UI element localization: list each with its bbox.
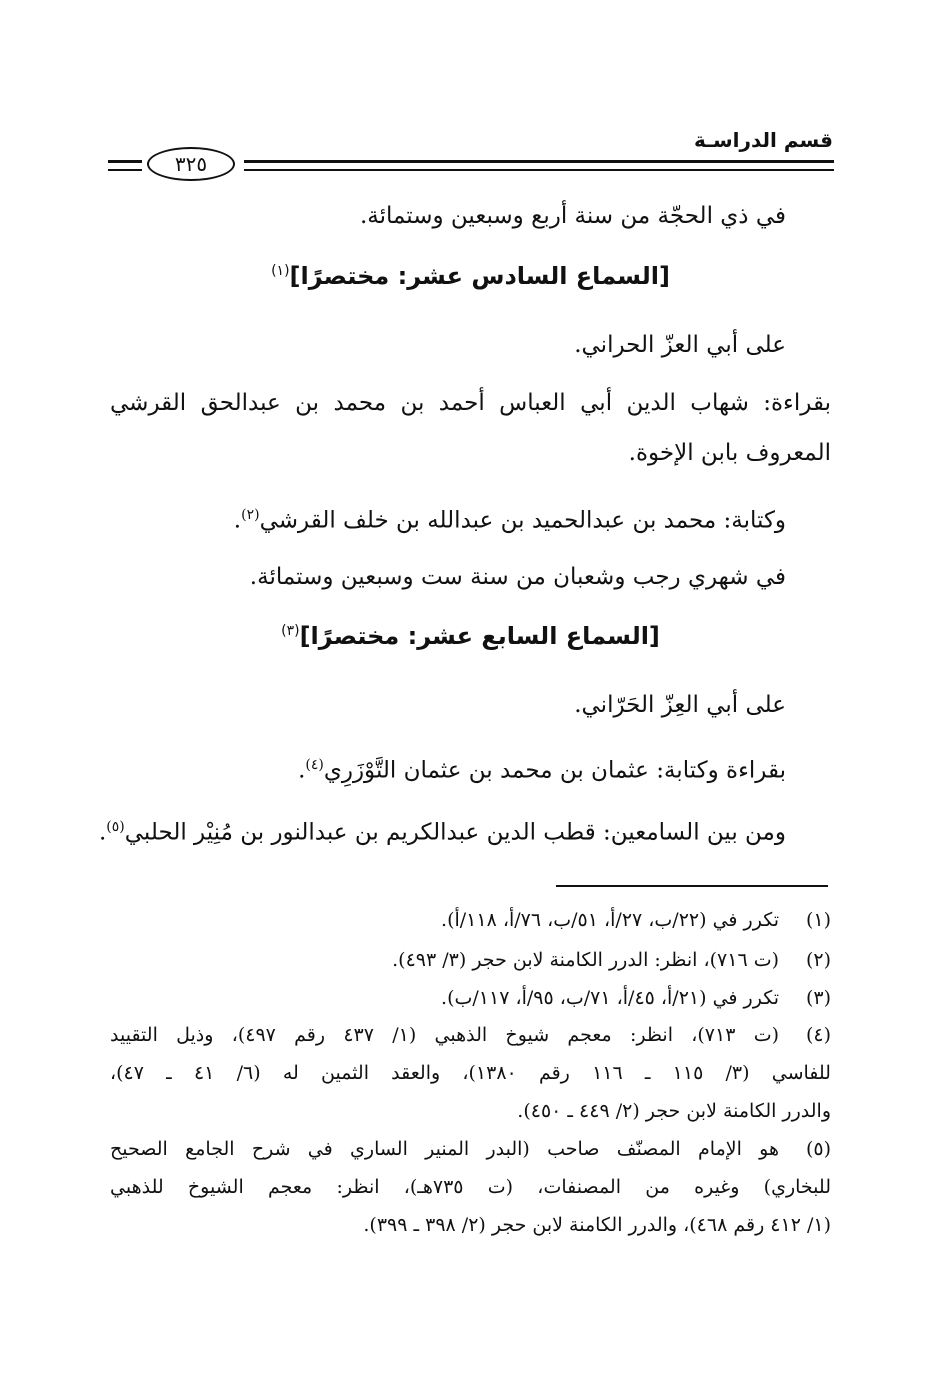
page-number: ٣٢٥ [147, 147, 235, 181]
footnote-text: للبخاري) وغيره من المصنفات، (ت ٧٣٥هـ)، انظر: معجم الشيوخ للذهبي [110, 1176, 831, 1198]
footnote-separator [556, 885, 828, 887]
section-heading: [السماع السابع عشر: مختصرًا]$^{(٣)}$ [281, 622, 660, 650]
footnote-ref: (١) [271, 263, 290, 279]
footnote-text: تكرر في (٢٢/ب، ٢٧/أ، ٥١/ب، ٧٦/أ، ١١٨/أ). [441, 909, 779, 931]
footnote-number: (٥) [805, 1138, 831, 1160]
body-line: على أبي العزّ الحراني. [574, 332, 786, 358]
footnote-ref: (٢) [241, 507, 260, 523]
footnote-text: للفاسي (٣/ ١١٥ ـ ١١٦ رقم ١٣٨٠)، والعقد الثمين له (٦/ ٤١ ـ ٤٧)، [110, 1062, 831, 1084]
body-line: بقراءة: شهاب الدين أبي العباس أحمد بن محمد بن عبدالحق القرشي [110, 390, 831, 416]
footnote-ref: (٤) [305, 757, 324, 773]
footnote-text: والدرر الكامنة لابن حجر (٢/ ٤٤٩ ـ ٤٥٠). [517, 1100, 831, 1122]
body-line: في ذي الحجّة من سنة أربع وسبعين وستمائة. [359, 203, 786, 229]
body-line: بقراءة وكتابة: عثمان بن محمد بن عثمان التَّوْزَرِي$^{(٤)}$. [298, 757, 786, 784]
footnote-text: (ت ٧١٦)، انظر: الدرر الكامنة لابن حجر (٣/ ٤٩٣). [392, 949, 779, 971]
footnote-text: تكرر في (٢١/أ، ٤٥/أ، ٧١/ب، ٩٥/أ، ١١٧/ب). [441, 987, 779, 1009]
header-rule [244, 160, 834, 163]
header-rule [244, 169, 834, 171]
footnote-number: (١) [805, 909, 831, 931]
header-rule-short [108, 160, 142, 163]
footnote-ref: (٣) [281, 623, 300, 639]
footnote-number: (٢) [805, 949, 831, 971]
footnote-text: (١/ ٤١٢ رقم ٤٦٨)، والدرر الكامنة لابن حجر (٢/ ٣٩٨ ـ ٣٩٩). [363, 1214, 831, 1236]
body-line: ومن بين السامعين: قطب الدين عبدالكريم بن عبدالنور بن مُنِيْر الحلبي$^{(٥)}$. [98, 819, 786, 846]
footnote-text: (ت ٧١٣)، انظر: معجم شيوخ الذهبي (١/ ٤٣٧ رقم ٤٩٧)، وذيل التقييد [110, 1024, 779, 1046]
footnote-ref: (٥) [106, 819, 125, 835]
footnote-text: هو الإمام المصنّف صاحب (البدر المنير الساري في شرح الجامع الصحيح [110, 1138, 779, 1160]
body-line: في شهري رجب وشعبان من سنة ست وسبعين وستمائة. [249, 564, 786, 590]
footnote-number: (٤) [805, 1024, 831, 1046]
header-rule-short [108, 169, 142, 171]
body-line: على أبي العِزّ الحَرّاني. [574, 692, 786, 718]
running-title: قسم الدراسـة [693, 128, 833, 152]
section-heading: [السماع السادس عشر: مختصرًا]$^{(١)}$ [271, 262, 670, 290]
body-line: وكتابة: محمد بن عبدالحميد بن عبدالله بن خلف القرشي$^{(٢)}$. [233, 507, 786, 534]
footnote-number: (٣) [805, 987, 831, 1009]
body-line: المعروف بابن الإخوة. [628, 440, 831, 466]
